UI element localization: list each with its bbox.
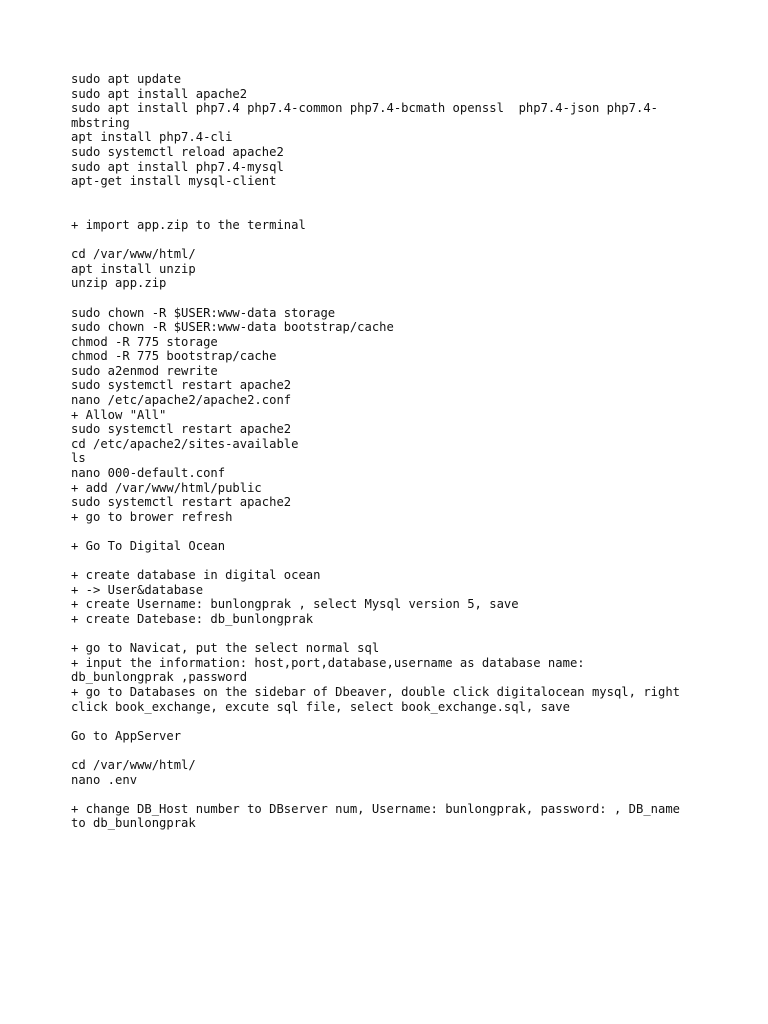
text-line: + change DB_Host number to DBserver num, Username: bunlongprak, password: , DB_name bbox=[71, 801, 681, 816]
blank-line bbox=[71, 233, 711, 248]
text-line: to db_bunlongprak bbox=[71, 816, 196, 831]
text-line: cd /var/www/html/ bbox=[71, 757, 196, 772]
text-line: sudo apt install php7.4-mysql bbox=[71, 159, 284, 174]
text-line: sudo chown -R $USER:www-data storage bbox=[71, 305, 336, 320]
blank-line bbox=[71, 524, 711, 539]
text-line: apt-get install mysql-client bbox=[71, 174, 277, 189]
blank-line bbox=[71, 203, 711, 218]
document-body bbox=[71, 72, 711, 831]
text-line: apt install php7.4-cli bbox=[71, 130, 233, 145]
text-line: sudo systemctl restart apache2 bbox=[71, 422, 292, 437]
text-line: cd /var/www/html/ bbox=[71, 247, 196, 262]
blank-line bbox=[71, 291, 711, 306]
text-line: + go to brower refresh bbox=[71, 509, 233, 524]
text-line: sudo chown -R $USER:www-data bootstrap/cache bbox=[71, 320, 394, 335]
blank-line bbox=[71, 554, 711, 569]
text-line: sudo systemctl reload apache2 bbox=[71, 144, 284, 159]
text-line: sudo systemctl restart apache2 bbox=[71, 378, 292, 393]
text-line: nano /etc/apache2/apache2.conf bbox=[71, 393, 292, 408]
text-line: + -> User&database bbox=[71, 582, 204, 597]
text-line: + Go To Digital Ocean bbox=[71, 539, 226, 553]
text-line: unzip app.zip bbox=[71, 276, 167, 291]
text-line: sudo systemctl restart apache2 bbox=[71, 495, 292, 510]
blank-line bbox=[71, 743, 711, 758]
text-line: mbstring bbox=[71, 115, 130, 130]
blank-line bbox=[71, 714, 711, 729]
blank-line bbox=[71, 189, 711, 204]
text-line: + input the information: host,port,database,username as database name: bbox=[71, 655, 585, 670]
text-line: click book_exchange, excute sql file, select book_exchange.sql, save bbox=[71, 699, 570, 714]
text-line: sudo a2enmod rewrite bbox=[71, 363, 218, 378]
text-line: chmod -R 775 bootstrap/cache bbox=[71, 349, 277, 364]
text-line: + create Username: bunlongprak , select Mysql version 5, save bbox=[71, 597, 519, 612]
text-line: sudo apt update bbox=[71, 72, 182, 86]
text-line: + add /var/www/html/public bbox=[71, 480, 262, 495]
text-line: + go to Navicat, put the select normal sql bbox=[71, 641, 380, 656]
text-line: sudo apt install apache2 bbox=[71, 86, 248, 101]
text-line: nano .env bbox=[71, 772, 138, 787]
blank-line bbox=[71, 627, 711, 642]
text-line: sudo apt install php7.4 php7.4-common php7.4-bcmath openssl php7.4-json php7.4- bbox=[71, 101, 658, 116]
blank-line bbox=[71, 787, 711, 802]
text-line: apt install unzip bbox=[71, 261, 196, 276]
text-line: + import app.zip to the terminal bbox=[71, 217, 306, 232]
text-line: Go to AppServer bbox=[71, 728, 182, 743]
text-line: chmod -R 775 storage bbox=[71, 334, 218, 349]
text-line: cd /etc/apache2/sites-available bbox=[71, 436, 299, 451]
text-line: nano 000-default.conf bbox=[71, 466, 226, 481]
text-line: db_bunlongprak ,password bbox=[71, 670, 248, 685]
text-line: ls bbox=[71, 451, 86, 466]
text-line: + Allow "All" bbox=[71, 407, 167, 422]
text-line: + create Datebase: db_bunlongprak bbox=[71, 611, 314, 626]
text-line: + go to Databases on the sidebar of Dbeaver, double click digitalocean mysql, right bbox=[71, 684, 681, 699]
text-line: + create database in digital ocean bbox=[71, 568, 321, 583]
